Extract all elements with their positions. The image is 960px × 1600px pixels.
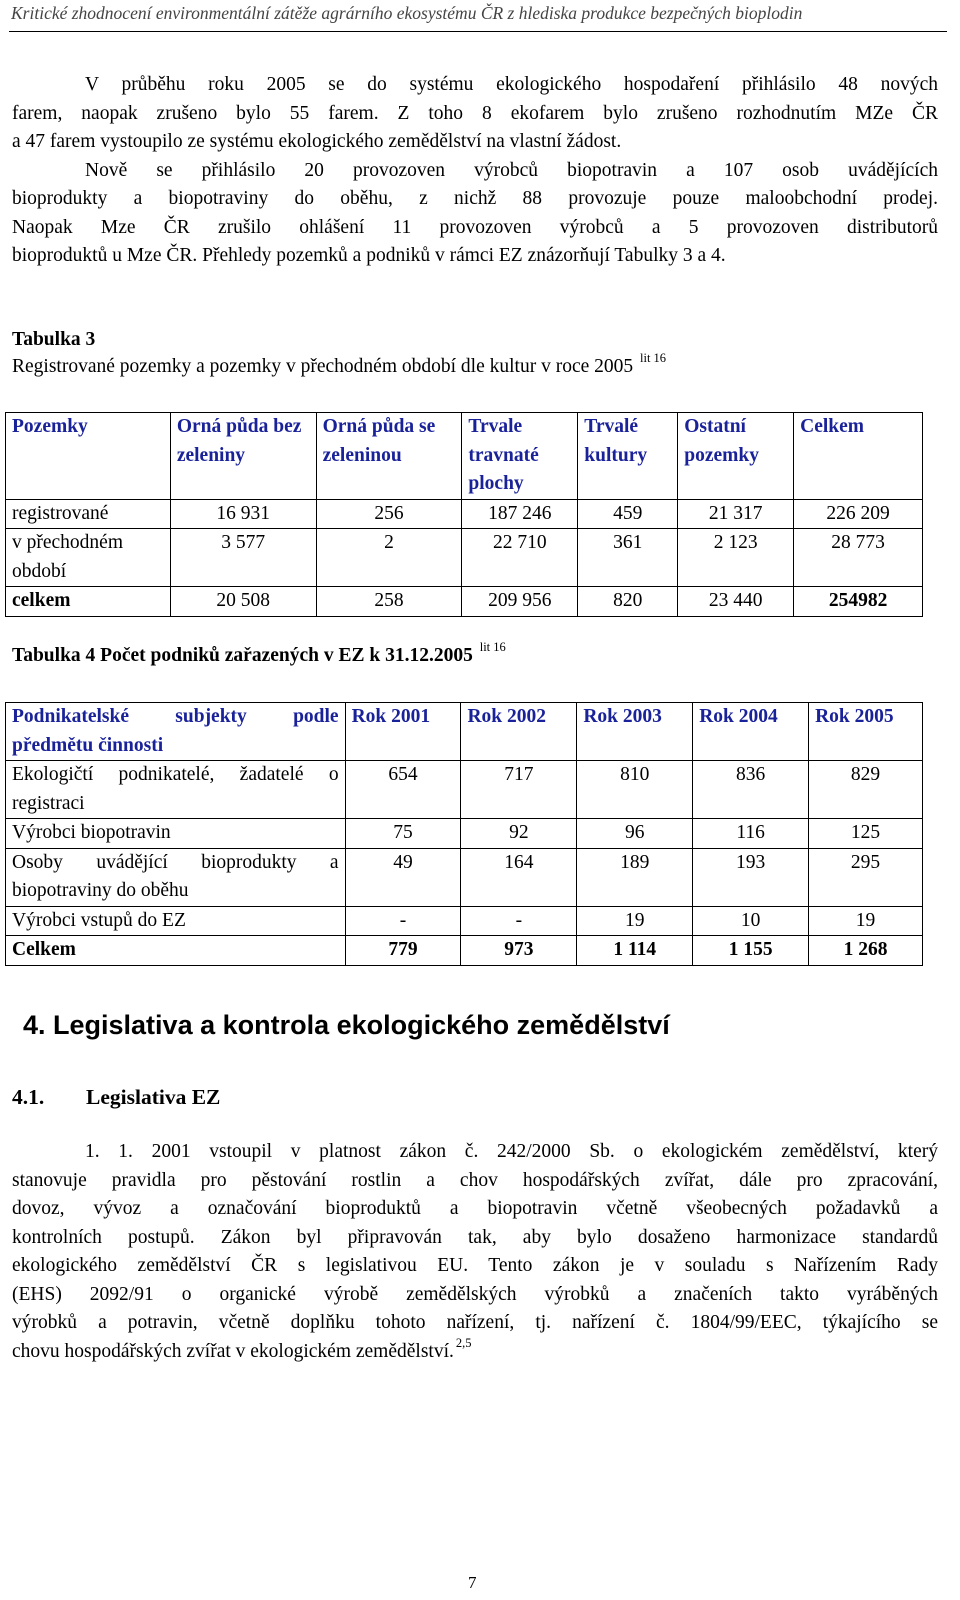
table-cell: 459 — [578, 499, 678, 529]
table4 — [5, 702, 923, 966]
text-line: Naopak Mze ČR zrušilo ohlášení 11 provozoven výrobců a 5 provozoven distributorů — [12, 216, 938, 238]
row-label: Výrobci biopotravin — [6, 819, 346, 849]
column-header: Trvalé kultury — [578, 413, 678, 500]
table-cell: - — [345, 906, 461, 936]
subsection-heading — [12, 1085, 220, 1110]
text-line: ekologického zemědělství ČR s legislativou EU. Tento zákon je v souladu s Nařízením Rady — [12, 1255, 938, 1276]
running-header: Kritické zhodnocení environmentální zátěže agrárního ekosystému ČR z hlediska produkce bezpečných bioplodin — [11, 3, 803, 23]
text-line-content: chovu hospodářských zvířat v ekologickém zemědělství. — [12, 1340, 454, 1362]
table-cell: 189 — [577, 848, 693, 906]
text-line: stanovuje pravidla pro pěstování rostlin a chov hospodářských zvířat, dále pro zpracování, — [12, 1169, 938, 1191]
row-label: Výrobci vstupů do EZ — [6, 906, 346, 936]
table-cell: 820 — [578, 587, 678, 617]
table-cell: 92 — [461, 819, 577, 849]
text-line: dovoz, vývoz a označování bioproduktů a biopotravin včetně všeobecných požadavků a — [12, 1198, 938, 1219]
table4-caption — [12, 640, 506, 667]
table3-caption — [12, 351, 667, 378]
text-line: a 47 farem vystoupilo ze systému ekologického zemědělství na vlastní žádost. — [12, 131, 622, 152]
column-header: Orná půda se zeleninou — [316, 413, 462, 500]
page-number: 7 — [468, 1573, 477, 1592]
table-cell: 256 — [316, 499, 462, 529]
text-line: Nově se přihlásilo 20 provozoven výrobců biopotravin a 107 osob uvádějících — [85, 159, 938, 181]
table3-caption-text: Registrované pozemky a pozemky v přechodném období dle kultur v roce 2005 — [12, 356, 634, 377]
table-cell: 1 114 — [577, 936, 693, 966]
text-line: výrobků a potravin, včetně doplňku tohoto nařízení, tj. nařízení č. 1804/99/EEC, týkajícího se — [12, 1312, 938, 1333]
table-cell: 22 710 — [462, 529, 578, 587]
table-cell: 96 — [577, 819, 693, 849]
table-cell: 361 — [578, 529, 678, 587]
table-cell: 2 — [316, 529, 462, 587]
table-cell: 258 — [316, 587, 462, 617]
table-cell: 116 — [693, 819, 809, 849]
table-row — [6, 819, 923, 849]
column-header: Ostatní pozemky — [678, 413, 794, 500]
table-cell: 28 773 — [794, 529, 923, 587]
table-cell: 3 577 — [170, 529, 316, 587]
table-cell: 1 268 — [809, 936, 923, 966]
table-cell: 20 508 — [170, 587, 316, 617]
column-header: Rok 2004 — [693, 703, 809, 761]
table-row — [6, 848, 923, 906]
table-cell: 1 155 — [693, 936, 809, 966]
table-cell: 2 123 — [678, 529, 794, 587]
text-line: 1. 1. 2001 vstoupil v platnost zákon č. 242/2000 Sb. o ekologickém zemědělství, který — [85, 1141, 938, 1162]
column-header: Rok 2005 — [809, 703, 923, 761]
table-row — [6, 587, 923, 617]
row-label: Celkem — [6, 936, 346, 966]
table-cell: 973 — [461, 936, 577, 966]
table-cell: 810 — [577, 761, 693, 819]
table-cell: 829 — [809, 761, 923, 819]
subsection-title: Legislativa EZ — [86, 1085, 221, 1109]
row-label: celkem — [6, 587, 171, 617]
table-cell: 19 — [809, 906, 923, 936]
table-cell: 779 — [345, 936, 461, 966]
text-line: V průběhu roku 2005 se do systému ekologického hospodaření přihlásilo 48 nových — [85, 74, 938, 95]
column-header: Rok 2002 — [461, 703, 577, 761]
table-cell: 19 — [577, 906, 693, 936]
column-header: Rok 2001 — [345, 703, 461, 761]
table-row — [6, 529, 923, 587]
table-cell: 836 — [693, 761, 809, 819]
table3-label: Tabulka 3 — [12, 329, 96, 350]
text-line: (EHS) 2092/91 o organické výrobě zemědělských výrobků a značeních takto vyráběných — [12, 1283, 938, 1305]
table-row — [6, 499, 923, 529]
row-label: v přechodném období — [6, 529, 171, 587]
row-label: Osoby uvádějící bioprodukty a biopotraviny do oběhu — [6, 848, 346, 906]
table-cell: 717 — [461, 761, 577, 819]
table-cell: 49 — [345, 848, 461, 906]
table-cell: 209 956 — [462, 587, 578, 617]
table-cell: - — [461, 906, 577, 936]
text-line: farem, naopak zrušeno bylo 55 farem. Z toho 8 ekofarem bylo zrušeno rozhodnutím MZe ČR — [12, 102, 938, 124]
text-line: bioproduktů u Mze ČR. Přehledy pozemků a podniků v rámci EZ znázorňují Tabulky 3 a 4. — [12, 245, 726, 266]
table-row — [6, 936, 923, 966]
table-cell: 164 — [461, 848, 577, 906]
table-row — [6, 761, 923, 819]
row-label: Ekologičtí podnikatelé, žadatelé o registraci — [6, 761, 346, 819]
section-heading: 4. Legislativa a kontrola ekologického zemědělství — [23, 1010, 670, 1040]
subsection-number: 4.1. — [12, 1085, 45, 1109]
column-header: Trvale travnaté plochy — [462, 413, 578, 500]
table-cell: 226 209 — [794, 499, 923, 529]
table-cell: 21 317 — [678, 499, 794, 529]
table-cell: 125 — [809, 819, 923, 849]
legislation-paragraph — [12, 1138, 938, 1366]
column-header: Celkem — [794, 413, 923, 500]
table-header-row — [6, 413, 923, 500]
column-header: Orná půda bez zeleniny — [170, 413, 316, 500]
column-header: Pozemky — [6, 413, 171, 500]
table-cell: 75 — [345, 819, 461, 849]
table4-caption-text: Tabulka 4 Počet podniků zařazených v EZ k 31.12.2005 — [12, 645, 473, 666]
row-label: registrované — [6, 499, 171, 529]
legislation-ref: 2,5 — [455, 1335, 472, 1350]
text-line: bioprodukty a biopotraviny do oběhu, z nichž 88 provozuje pouze maloobchodní prodej. — [12, 188, 938, 209]
text-line — [12, 1335, 938, 1367]
table-cell: 187 246 — [462, 499, 578, 529]
table3 — [5, 412, 923, 617]
table-row — [6, 906, 923, 936]
table-cell: 654 — [345, 761, 461, 819]
table-cell: 10 — [693, 906, 809, 936]
table-cell: 23 440 — [678, 587, 794, 617]
table4-ref: lit 16 — [479, 640, 506, 654]
table-cell: 254982 — [794, 587, 923, 617]
text-line: kontrolních postupů. Zákon byl připravován tak, aby bylo dosaženo harmonizace standardů — [12, 1226, 938, 1248]
table-header-row — [6, 703, 923, 761]
column-header: Rok 2003 — [577, 703, 693, 761]
table3-ref: lit 16 — [640, 351, 667, 365]
table-cell: 16 931 — [170, 499, 316, 529]
intro-paragraph — [12, 71, 938, 271]
header-divider — [9, 31, 947, 32]
table-cell: 193 — [693, 848, 809, 906]
column-header: Podnikatelské subjekty podle předmětu činnosti — [6, 703, 346, 761]
table-cell: 295 — [809, 848, 923, 906]
